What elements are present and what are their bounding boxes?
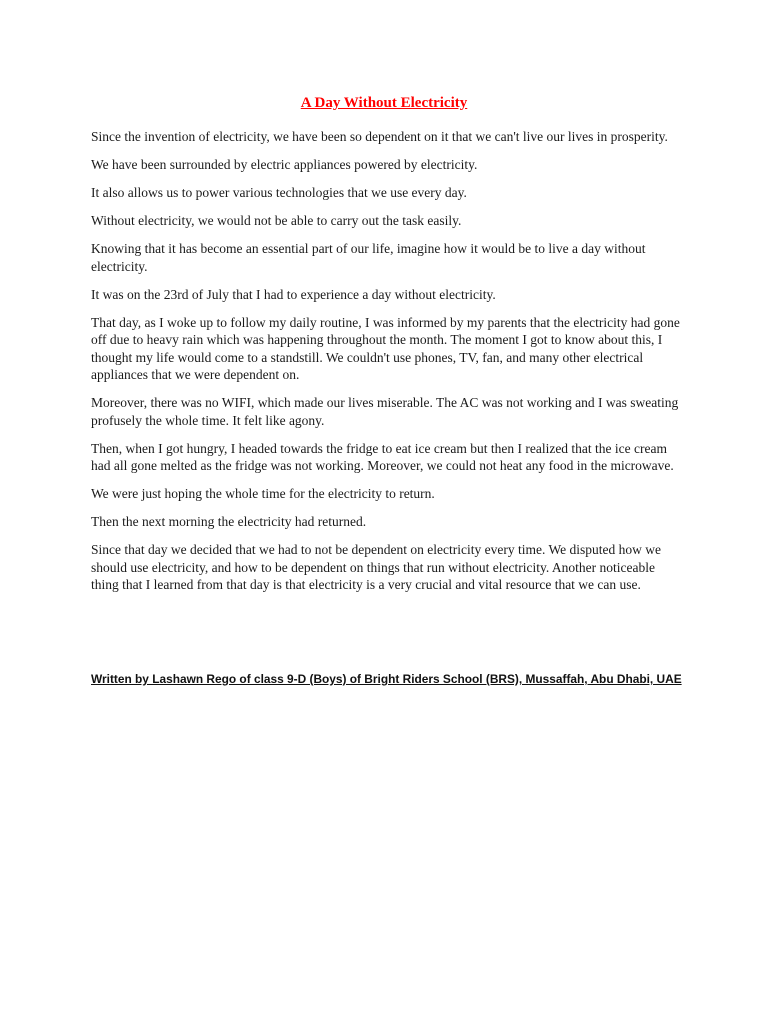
author-signature: Written by Lashawn Rego of class 9-D (Boys) of Bright Riders School (BRS), Mussaffah, Abu Dhabi, UAE [91, 672, 682, 686]
paragraph-9: Then, when I got hungry, I headed towards the fridge to eat ice cream but then I realized that the ice cream had all gone melted as the fridge was not working. Moreover, we could not heat any food in the microwave. [91, 440, 674, 473]
paragraph-6: It was on the 23rd of July that I had to experience a day without electricity. [91, 286, 496, 302]
paragraph-11: Then the next morning the electricity had returned. [91, 514, 367, 529]
paragraph-1: Since the invention of electricity, we have been so dependent on it that we can't live our lives in prosperity. [91, 129, 668, 144]
paragraph-2: We have been surrounded by electric appliances powered by electricity. [91, 157, 478, 172]
paragraph-3: It also allows us to power various technologies that we use every day. [91, 185, 467, 200]
paragraph-12: Since that day we decided that we had to not be dependent on electricity every time. We disputed how we should use electricity, and how to be dependent on things that run without electricity. Another noticeable thing that I learned from that day is that electricity is a very crucial and vital resource that we can use. [91, 542, 661, 592]
paragraph-10: We were just hoping the whole time for the electricity to return. [91, 486, 435, 501]
document-title: A Day Without Electricity [300, 95, 468, 111]
paragraph-5: Knowing that it has become an essential part of our life, imagine how it would be to live a day without electricity. [91, 241, 646, 274]
paragraph-7: That day, as I woke up to follow my daily routine, I was informed by my parents that the electricity had gone off due to heavy rain which was happening throughout the month. The moment I got to know about this, I thought my life would come to a standstill. We couldn't use phones, TV, fan, and many other electrical appliances that we were dependent on. [91, 314, 680, 382]
paragraph-8: Moreover, there was no WIFI, which made our lives miserable. The AC was not working and I was sweating profusely the whole time. It felt like agony. [91, 395, 679, 428]
essay-body [91, 128, 681, 604]
paragraph-4: Without electricity, we would not be able to carry out the task easily. [91, 213, 462, 228]
